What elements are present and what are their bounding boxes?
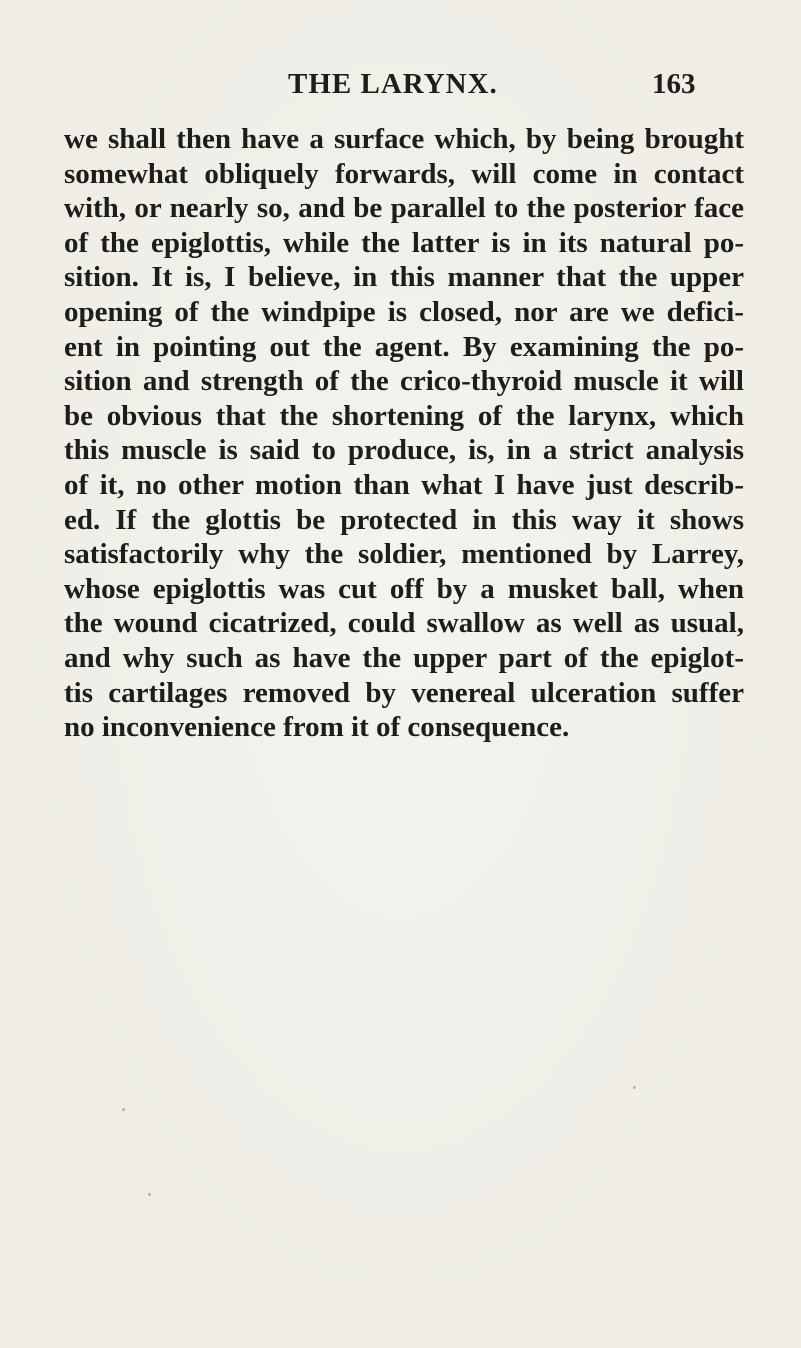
text-line: somewhat obliquely forwards, will come in contact bbox=[64, 157, 744, 190]
text-line: opening of the windpipe is closed, nor are we defici- bbox=[64, 295, 744, 328]
text-line: satisfactorily why the soldier, mentioned by Larrey, bbox=[64, 538, 744, 571]
text-line: be obvious that the shortening of the larynx, which bbox=[64, 399, 744, 432]
text-line: of it, no other motion than what I have just describ- bbox=[64, 468, 744, 501]
paper-speck bbox=[148, 1193, 151, 1196]
text-line: this muscle is said to produce, is, in a strict analysis bbox=[64, 434, 744, 467]
text-line: no inconvenience from it of consequence. bbox=[64, 711, 570, 744]
page-number: 163 bbox=[652, 68, 696, 100]
paper-speck bbox=[122, 1108, 125, 1111]
paper-speck bbox=[633, 1086, 636, 1089]
text-line: tis cartilages removed by venereal ulceration suffer bbox=[64, 676, 744, 709]
text-line: sition and strength of the crico-thyroid muscle it will bbox=[64, 365, 744, 398]
text-line: the wound cicatrized, could swallow as well as usual, bbox=[64, 607, 744, 640]
text-line: and why such as have the upper part of the epiglot- bbox=[64, 641, 744, 674]
running-title: THE LARYNX. bbox=[288, 68, 498, 100]
text-line: ed. If the glottis be protected in this way it shows bbox=[64, 503, 744, 536]
running-head bbox=[0, 66, 801, 106]
text-line: of the epiglottis, while the latter is in its natural po- bbox=[64, 226, 744, 259]
text-line: with, or nearly so, and be parallel to the posterior face bbox=[64, 192, 744, 225]
body-paragraph bbox=[64, 122, 744, 745]
text-line: we shall then have a surface which, by being brought bbox=[64, 123, 744, 155]
text-line: ent in pointing out the agent. By examining the po- bbox=[64, 330, 744, 363]
text-line: whose epiglottis was cut off by a musket ball, when bbox=[64, 572, 744, 605]
text-line: sition. It is, I believe, in this manner that the upper bbox=[64, 261, 744, 294]
